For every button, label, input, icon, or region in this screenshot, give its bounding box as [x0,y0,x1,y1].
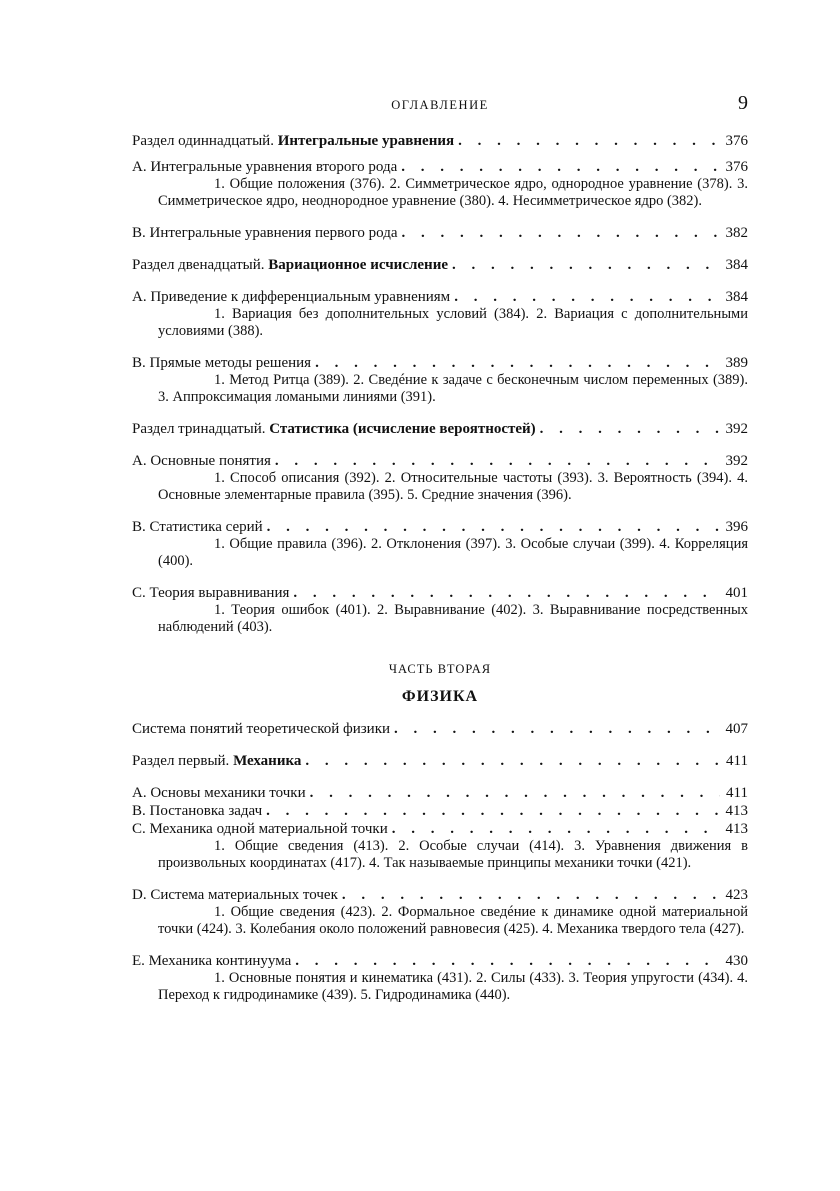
toc-entry-page: 396 [725,519,748,535]
dot-leader [394,720,720,738]
dot-leader [266,802,720,820]
toc-entry-p1a[interactable] [132,784,748,802]
toc-entry-p1d[interactable] [132,886,748,904]
toc-entry-label: А. Интегральные уравнения второго рода [132,159,398,175]
toc-entry-label: В. Постановка задач [132,803,263,819]
toc-entry-label: Система понятий теоретической физики [132,721,391,737]
toc-entry-page: 430 [725,953,748,969]
toc-entry-12a[interactable] [132,288,748,306]
toc-entry-page: 382 [725,225,748,241]
dot-leader [310,784,720,802]
toc-entry-13b[interactable] [132,518,748,536]
toc-entry-prefix: Раздел тринадцатый. [132,421,266,437]
dot-leader [342,886,720,904]
toc-entry-title: Вариационное исчисление [268,257,448,273]
toc-entry-page: 411 [726,753,748,769]
dot-leader [267,518,720,536]
toc-entry-page: 384 [725,257,748,273]
toc-entry-11b[interactable] [132,224,748,242]
toc-entry-title: Интегральные уравнения [277,133,455,149]
toc-entry-physics-section-1[interactable] [132,752,748,770]
toc-entry-11a[interactable] [132,158,748,176]
toc-entry-label: С. Механика одной материальной точки [132,821,388,837]
dot-leader [452,256,720,274]
toc-entry-label: В. Интегральные уравнения первого рода [132,225,398,241]
toc-entry-p1e[interactable] [132,952,748,970]
toc-entry-label: В. Статистика серий [132,519,263,535]
toc-entry-page: 392 [725,453,748,469]
dot-leader [454,288,720,306]
part-label: ЧАСТЬ ВТОРАЯ [388,662,492,676]
toc-entry-description: 1. Основные понятия и кинематика (431). 2. Силы (433). 3. Теория упругости (434). 4. Переход к гидродинамике (439). 5. Гидродинамика (440). [158,970,748,1003]
dot-leader [293,584,720,602]
toc-entry-label: Е. Механика континуума [132,953,292,969]
page-header [132,92,748,120]
toc-entry-label: А. Основные понятия [132,453,271,469]
toc-entry-13c[interactable] [132,584,748,602]
toc-entry-description: 1. Способ описания (392). 2. Относительные частоты (393). 3. Вероятность (394). 4. Основные элементарные правила (395). 5. Средние значения (396). [158,470,748,503]
toc-entry-label: А. Приведение к дифференциальным уравнениям [132,289,451,305]
dot-leader [315,354,720,372]
page-number: 9 [738,92,748,114]
toc-entry-page: 376 [725,133,748,149]
toc-entry-description: 1. Общие сведения (423). 2. Формальное сведéние к динамике одной материальной точки (424). 3. Колебания около положений равновесия (425). 4. Механика твердого тела (427). [158,904,748,937]
toc-entry-description: 1. Вариация без дополнительных условий (384). 2. Вариация с дополнительными условиями (388). [158,306,748,339]
toc-entry-page: 413 [725,803,748,819]
toc-entry-page: 407 [725,721,748,737]
toc-entry-prefix: Раздел двенадцатый. [132,257,265,273]
dot-leader [540,420,720,438]
dot-leader [275,452,720,470]
toc-entry-13a[interactable] [132,452,748,470]
toc-entry-label: D. Система материальных точек [132,887,338,903]
table-of-contents [132,132,748,1004]
toc-entry-description: 1. Метод Ритца (389). 2. Сведéние к задаче с бесконечным числом переменных (389). 3. Аппроксимация ломаными линиями (391). [158,372,748,405]
dot-leader [458,132,720,150]
toc-entry-p1b[interactable] [132,802,748,820]
toc-entry-title: Механика [233,753,302,769]
toc-entry-label: С. Теория выравнивания [132,585,290,601]
dot-leader [392,820,720,838]
running-head: ОГЛАВЛЕНИЕ [391,98,489,112]
toc-entry-label: А. Основы механики точки [132,785,306,801]
toc-entry-12b[interactable] [132,354,748,372]
toc-entry-p1c[interactable] [132,820,748,838]
toc-entry-page: 423 [725,887,748,903]
toc-entry-label: В. Прямые методы решения [132,355,312,371]
dot-leader [295,952,720,970]
toc-entry-description: 1. Теория ошибок (401). 2. Выравнивание (402). 3. Выравнивание посредственных наблюдений (403). [158,602,748,635]
toc-entry-description: 1. Общие сведения (413). 2. Особые случаи (414). 3. Уравнения движения в произвольных координатах (417). 4. Так называемые принципы механики точки (421). [158,838,748,871]
part-title: ФИЗИКА [401,688,479,705]
dot-leader [305,752,720,770]
toc-entry-page: 413 [725,821,748,837]
dot-leader [401,158,720,176]
toc-entry-prefix: Раздел первый. [132,753,230,769]
toc-entry-title: Статистика (исчисление вероятностей) [269,421,536,437]
toc-entry-page: 411 [726,785,748,801]
toc-entry-concepts[interactable] [132,720,748,738]
toc-entry-page: 401 [725,585,748,601]
toc-entry-page: 376 [725,159,748,175]
toc-entry-section-12[interactable] [132,256,748,274]
dot-leader [402,224,720,242]
toc-entry-prefix: Раздел одиннадцатый. [132,133,274,149]
toc-entry-section-13[interactable] [132,420,748,438]
toc-entry-section-11[interactable] [132,132,748,150]
toc-entry-page: 392 [725,421,748,437]
toc-entry-description: 1. Общие правила (396). 2. Отклонения (397). 3. Особые случаи (399). 4. Корреляция (400). [158,536,748,569]
toc-entry-page: 384 [725,289,748,305]
toc-entry-page: 389 [725,355,748,371]
toc-entry-description: 1. Общие положения (376). 2. Симметрическое ядро, однородное уравнение (378). 3. Симметрическое ядро, неоднородное уравнение (380). 4. Несимметрическое ядро (382). [158,176,748,209]
